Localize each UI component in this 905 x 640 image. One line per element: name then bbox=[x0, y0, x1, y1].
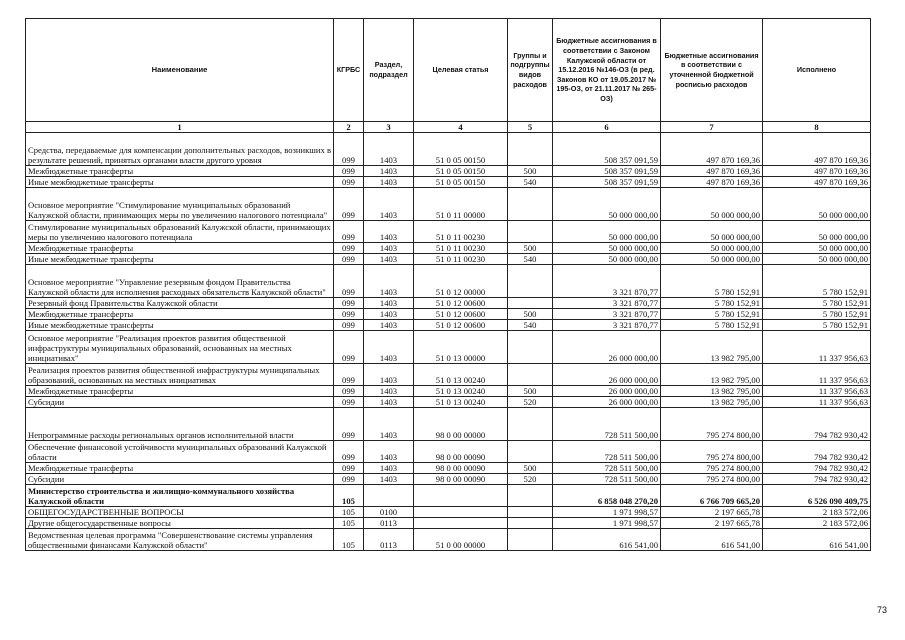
row-name-cell: Резервный фонд Правительства Калужской области bbox=[26, 298, 334, 309]
row-target-cell: 98 0 00 00090 bbox=[414, 463, 508, 474]
row-kgrbs-cell: 105 bbox=[334, 518, 364, 529]
row-name-cell: Непрограммные расходы региональных органов исполнительной власти bbox=[26, 408, 334, 441]
row-kgrbs-cell: 099 bbox=[334, 474, 364, 485]
row-name-cell: Основное мероприятие "Реализация проектов развития общественной инфраструктуры муниципальных образований, основанных на местных инициативах" bbox=[26, 331, 334, 364]
row-executed-cell: 794 782 930,42 bbox=[763, 441, 871, 463]
row-budget-law-cell: 3 321 870,77 bbox=[553, 298, 661, 309]
row-budget-refined-cell: 2 197 665,78 bbox=[661, 507, 763, 518]
row-target-cell bbox=[414, 518, 508, 529]
table-row bbox=[26, 463, 871, 474]
row-kgrbs-cell: 099 bbox=[334, 397, 364, 408]
row-executed-cell: 11 337 956,63 bbox=[763, 364, 871, 386]
row-name-cell: Иные межбюджетные трансферты bbox=[26, 254, 334, 265]
row-kgrbs-cell: 099 bbox=[334, 463, 364, 474]
row-budget-refined-cell: 795 274 800,00 bbox=[661, 463, 763, 474]
row-section-cell: 1403 bbox=[364, 265, 414, 298]
row-budget-law-cell: 50 000 000,00 bbox=[553, 188, 661, 221]
row-kgrbs-cell: 099 bbox=[334, 386, 364, 397]
row-group-cell: 500 bbox=[508, 166, 553, 177]
row-budget-refined-cell: 50 000 000,00 bbox=[661, 221, 763, 243]
row-budget-refined-cell: 50 000 000,00 bbox=[661, 243, 763, 254]
column-number: 3 bbox=[364, 122, 414, 133]
row-section-cell: 1403 bbox=[364, 320, 414, 331]
table-row bbox=[26, 441, 871, 463]
row-budget-law-cell: 728 511 500,00 bbox=[553, 441, 661, 463]
row-budget-refined-cell: 497 870 169,36 bbox=[661, 133, 763, 166]
row-budget-refined-cell: 13 982 795,00 bbox=[661, 364, 763, 386]
table-row bbox=[26, 507, 871, 518]
budget-table bbox=[25, 18, 871, 551]
row-name-cell: Стимулирование муниципальных образований Калужской области, принимающих меры по увеличению налогового потенциала bbox=[26, 221, 334, 243]
table-row bbox=[26, 166, 871, 177]
row-executed-cell: 6 526 090 409,75 bbox=[763, 485, 871, 507]
row-budget-refined-cell: 497 870 169,36 bbox=[661, 166, 763, 177]
table-row bbox=[26, 133, 871, 166]
row-executed-cell: 50 000 000,00 bbox=[763, 254, 871, 265]
column-number-row bbox=[26, 122, 871, 133]
row-target-cell: 51 0 00 00000 bbox=[414, 529, 508, 551]
row-kgrbs-cell: 099 bbox=[334, 243, 364, 254]
column-number: 6 bbox=[553, 122, 661, 133]
row-group-cell bbox=[508, 485, 553, 507]
row-kgrbs-cell: 105 bbox=[334, 485, 364, 507]
row-budget-law-cell: 728 511 500,00 bbox=[553, 474, 661, 485]
row-budget-law-cell: 728 511 500,00 bbox=[553, 463, 661, 474]
row-budget-refined-cell: 13 982 795,00 bbox=[661, 397, 763, 408]
column-number: 8 bbox=[763, 122, 871, 133]
row-kgrbs-cell: 105 bbox=[334, 507, 364, 518]
row-kgrbs-cell: 099 bbox=[334, 254, 364, 265]
table-row bbox=[26, 298, 871, 309]
row-group-cell: 520 bbox=[508, 474, 553, 485]
row-budget-law-cell: 508 357 091,59 bbox=[553, 177, 661, 188]
row-group-cell: 540 bbox=[508, 320, 553, 331]
row-executed-cell: 616 541,00 bbox=[763, 529, 871, 551]
row-section-cell: 1403 bbox=[364, 177, 414, 188]
row-kgrbs-cell: 099 bbox=[334, 309, 364, 320]
row-executed-cell: 11 337 956,63 bbox=[763, 331, 871, 364]
row-budget-law-cell: 3 321 870,77 bbox=[553, 320, 661, 331]
row-section-cell: 0113 bbox=[364, 518, 414, 529]
row-target-cell: 51 0 05 00150 bbox=[414, 166, 508, 177]
row-section-cell: 1403 bbox=[364, 166, 414, 177]
row-target-cell: 51 0 12 00600 bbox=[414, 320, 508, 331]
row-target-cell: 51 0 13 00240 bbox=[414, 397, 508, 408]
row-group-cell bbox=[508, 298, 553, 309]
row-group-cell: 540 bbox=[508, 177, 553, 188]
row-section-cell: 1403 bbox=[364, 474, 414, 485]
row-section-cell: 1403 bbox=[364, 331, 414, 364]
row-target-cell bbox=[414, 485, 508, 507]
row-group-cell bbox=[508, 441, 553, 463]
row-budget-refined-cell: 795 274 800,00 bbox=[661, 441, 763, 463]
row-name-cell: Межбюджетные трансферты bbox=[26, 243, 334, 254]
row-group-cell bbox=[508, 529, 553, 551]
header-section: Раздел, подраздел bbox=[364, 19, 414, 122]
row-section-cell: 1403 bbox=[364, 221, 414, 243]
row-budget-law-cell: 26 000 000,00 bbox=[553, 364, 661, 386]
table-row bbox=[26, 331, 871, 364]
row-name-cell: Обеспечение финансовой устойчивости муниципальных образований Калужской области bbox=[26, 441, 334, 463]
row-target-cell: 51 0 11 00230 bbox=[414, 221, 508, 243]
row-target-cell: 98 0 00 00090 bbox=[414, 441, 508, 463]
row-executed-cell: 5 780 152,91 bbox=[763, 298, 871, 309]
row-budget-law-cell: 728 511 500,00 bbox=[553, 408, 661, 441]
row-section-cell: 1403 bbox=[364, 364, 414, 386]
row-budget-refined-cell: 5 780 152,91 bbox=[661, 309, 763, 320]
row-group-cell bbox=[508, 408, 553, 441]
row-executed-cell: 2 183 572,06 bbox=[763, 518, 871, 529]
row-target-cell: 51 0 13 00240 bbox=[414, 364, 508, 386]
header-budget-law: Бюджетные ассигнования в соответствии с Законом Калужской области от 15.12.2016 №146-ОЗ (в ред. Законов КО от 19.05.2017 № 195-ОЗ, от 21.11.2017 № 265-ОЗ) bbox=[553, 19, 661, 122]
row-executed-cell: 5 780 152,91 bbox=[763, 320, 871, 331]
column-number: 1 bbox=[26, 122, 334, 133]
row-group-cell bbox=[508, 188, 553, 221]
row-section-cell: 1403 bbox=[364, 243, 414, 254]
row-executed-cell: 11 337 956,63 bbox=[763, 397, 871, 408]
row-group-cell bbox=[508, 518, 553, 529]
table-row bbox=[26, 188, 871, 221]
table-row bbox=[26, 265, 871, 298]
column-number: 4 bbox=[414, 122, 508, 133]
row-budget-law-cell: 616 541,00 bbox=[553, 529, 661, 551]
row-group-cell: 500 bbox=[508, 309, 553, 320]
row-target-cell: 51 0 05 00150 bbox=[414, 177, 508, 188]
row-name-cell: Другие общегосударственные вопросы bbox=[26, 518, 334, 529]
row-name-cell: Основное мероприятие "Стимулирование муниципальных образований Калужской области, принимающих меры по увеличению налогового потенциала" bbox=[26, 188, 334, 221]
table-row bbox=[26, 386, 871, 397]
table-row bbox=[26, 254, 871, 265]
row-executed-cell: 50 000 000,00 bbox=[763, 188, 871, 221]
row-budget-law-cell: 3 321 870,77 bbox=[553, 265, 661, 298]
row-budget-law-cell: 26 000 000,00 bbox=[553, 386, 661, 397]
row-executed-cell: 794 782 930,42 bbox=[763, 408, 871, 441]
row-executed-cell: 2 183 572,06 bbox=[763, 507, 871, 518]
row-target-cell: 51 0 11 00230 bbox=[414, 243, 508, 254]
row-target-cell: 51 0 12 00600 bbox=[414, 298, 508, 309]
row-target-cell: 98 0 00 00090 bbox=[414, 474, 508, 485]
row-budget-refined-cell: 5 780 152,91 bbox=[661, 298, 763, 309]
table-row bbox=[26, 364, 871, 386]
row-group-cell: 500 bbox=[508, 243, 553, 254]
row-name-cell: Министерство строительства и жилищно-коммунального хозяйства Калужской области bbox=[26, 485, 334, 507]
row-budget-law-cell: 508 357 091,59 bbox=[553, 166, 661, 177]
row-budget-law-cell: 50 000 000,00 bbox=[553, 254, 661, 265]
row-section-cell: 1403 bbox=[364, 133, 414, 166]
row-executed-cell: 794 782 930,42 bbox=[763, 474, 871, 485]
row-budget-refined-cell: 13 982 795,00 bbox=[661, 331, 763, 364]
row-section-cell: 1403 bbox=[364, 386, 414, 397]
row-budget-law-cell: 26 000 000,00 bbox=[553, 331, 661, 364]
row-executed-cell: 5 780 152,91 bbox=[763, 309, 871, 320]
row-executed-cell: 497 870 169,36 bbox=[763, 166, 871, 177]
row-budget-refined-cell: 795 274 800,00 bbox=[661, 474, 763, 485]
table-body bbox=[26, 122, 871, 551]
row-group-cell bbox=[508, 133, 553, 166]
row-executed-cell: 50 000 000,00 bbox=[763, 221, 871, 243]
row-target-cell: 51 0 12 00000 bbox=[414, 265, 508, 298]
row-name-cell: Ведомственная целевая программа "Совершенствование системы управления общественными финансами Калужской области" bbox=[26, 529, 334, 551]
row-executed-cell: 5 780 152,91 bbox=[763, 265, 871, 298]
row-target-cell: 51 0 13 00000 bbox=[414, 331, 508, 364]
row-executed-cell: 497 870 169,36 bbox=[763, 177, 871, 188]
row-kgrbs-cell: 099 bbox=[334, 408, 364, 441]
table-row bbox=[26, 309, 871, 320]
row-budget-refined-cell: 616 541,00 bbox=[661, 529, 763, 551]
row-budget-refined-cell: 50 000 000,00 bbox=[661, 254, 763, 265]
row-section-cell: 1403 bbox=[364, 254, 414, 265]
row-kgrbs-cell: 099 bbox=[334, 221, 364, 243]
column-number: 7 bbox=[661, 122, 763, 133]
budget-table-sheet bbox=[25, 18, 870, 551]
row-group-cell bbox=[508, 364, 553, 386]
row-budget-refined-cell: 497 870 169,36 bbox=[661, 177, 763, 188]
row-group-cell bbox=[508, 507, 553, 518]
row-kgrbs-cell: 099 bbox=[334, 298, 364, 309]
table-row bbox=[26, 320, 871, 331]
row-name-cell: Межбюджетные трансферты bbox=[26, 386, 334, 397]
row-budget-refined-cell: 5 780 152,91 bbox=[661, 320, 763, 331]
row-budget-refined-cell: 6 766 709 665,20 bbox=[661, 485, 763, 507]
table-row bbox=[26, 518, 871, 529]
row-section-cell: 1403 bbox=[364, 298, 414, 309]
row-group-cell bbox=[508, 221, 553, 243]
row-name-cell: Основное мероприятие "Управление резервным фондом Правительства Калужской области для исполнения расходных обязательств Калужской области" bbox=[26, 265, 334, 298]
row-name-cell: Иные межбюджетные трансферты bbox=[26, 177, 334, 188]
row-executed-cell: 794 782 930,42 bbox=[763, 463, 871, 474]
row-target-cell bbox=[414, 507, 508, 518]
header-kgrbs: КГРБС bbox=[334, 19, 364, 122]
row-budget-law-cell: 50 000 000,00 bbox=[553, 221, 661, 243]
column-number: 2 bbox=[334, 122, 364, 133]
row-kgrbs-cell: 099 bbox=[334, 166, 364, 177]
row-target-cell: 98 0 00 00000 bbox=[414, 408, 508, 441]
row-name-cell: Субсидии bbox=[26, 474, 334, 485]
row-section-cell: 1403 bbox=[364, 408, 414, 441]
row-section-cell: 1403 bbox=[364, 397, 414, 408]
row-kgrbs-cell: 099 bbox=[334, 364, 364, 386]
row-group-cell: 520 bbox=[508, 397, 553, 408]
row-section-cell: 1403 bbox=[364, 188, 414, 221]
row-target-cell: 51 0 11 00230 bbox=[414, 254, 508, 265]
row-kgrbs-cell: 099 bbox=[334, 441, 364, 463]
header-budget-refined: Бюджетные ассигнования в соответствии с уточненной бюджетной росписью расходов bbox=[661, 19, 763, 122]
row-kgrbs-cell: 099 bbox=[334, 177, 364, 188]
row-executed-cell: 11 337 956,63 bbox=[763, 386, 871, 397]
row-name-cell: Межбюджетные трансферты bbox=[26, 463, 334, 474]
row-kgrbs-cell: 099 bbox=[334, 265, 364, 298]
column-number: 5 bbox=[508, 122, 553, 133]
row-budget-law-cell: 50 000 000,00 bbox=[553, 243, 661, 254]
row-executed-cell: 497 870 169,36 bbox=[763, 133, 871, 166]
table-row bbox=[26, 485, 871, 507]
row-section-cell: 1403 bbox=[364, 309, 414, 320]
row-budget-law-cell: 26 000 000,00 bbox=[553, 397, 661, 408]
row-budget-law-cell: 3 321 870,77 bbox=[553, 309, 661, 320]
row-kgrbs-cell: 099 bbox=[334, 320, 364, 331]
header-group: Группы и подгруппы видов расходов bbox=[508, 19, 553, 122]
row-budget-refined-cell: 2 197 665,78 bbox=[661, 518, 763, 529]
row-budget-refined-cell: 795 274 800,00 bbox=[661, 408, 763, 441]
row-kgrbs-cell: 099 bbox=[334, 133, 364, 166]
row-name-cell: Иные межбюджетные трансферты bbox=[26, 320, 334, 331]
row-kgrbs-cell: 099 bbox=[334, 188, 364, 221]
row-section-cell: 0100 bbox=[364, 507, 414, 518]
row-section-cell: 1403 bbox=[364, 441, 414, 463]
header-name: Наименование bbox=[26, 19, 334, 122]
row-name-cell: Межбюджетные трансферты bbox=[26, 309, 334, 320]
row-group-cell bbox=[508, 265, 553, 298]
row-target-cell: 51 0 13 00240 bbox=[414, 386, 508, 397]
row-budget-law-cell: 6 858 048 270,20 bbox=[553, 485, 661, 507]
row-name-cell: Средства, передаваемые для компенсации дополнительных расходов, возникших в результате решений, принятых органами власти другого уровня bbox=[26, 133, 334, 166]
row-budget-refined-cell: 13 982 795,00 bbox=[661, 386, 763, 397]
row-group-cell: 500 bbox=[508, 386, 553, 397]
row-budget-law-cell: 508 357 091,59 bbox=[553, 133, 661, 166]
row-section-cell: 0113 bbox=[364, 529, 414, 551]
page-number: 73 bbox=[876, 605, 887, 615]
header-executed: Исполнено bbox=[763, 19, 871, 122]
row-section-cell: 1403 bbox=[364, 463, 414, 474]
row-name-cell: Межбюджетные трансферты bbox=[26, 166, 334, 177]
row-budget-refined-cell: 50 000 000,00 bbox=[661, 188, 763, 221]
row-name-cell: Реализация проектов развития общественной инфраструктуры муниципальных образований, основанных на местных инициативах bbox=[26, 364, 334, 386]
row-group-cell: 540 bbox=[508, 254, 553, 265]
table-row bbox=[26, 397, 871, 408]
row-section-cell bbox=[364, 485, 414, 507]
header-target: Целевая статья bbox=[414, 19, 508, 122]
row-group-cell: 500 bbox=[508, 463, 553, 474]
row-budget-law-cell: 1 971 998,57 bbox=[553, 507, 661, 518]
row-kgrbs-cell: 105 bbox=[334, 529, 364, 551]
row-group-cell bbox=[508, 331, 553, 364]
table-header-row bbox=[26, 19, 871, 122]
table-row bbox=[26, 408, 871, 441]
row-target-cell: 51 0 05 00150 bbox=[414, 133, 508, 166]
row-name-cell: ОБЩЕГОСУДАРСТВЕННЫЕ ВОПРОСЫ bbox=[26, 507, 334, 518]
row-name-cell: Субсидии bbox=[26, 397, 334, 408]
table-row bbox=[26, 221, 871, 243]
row-kgrbs-cell: 099 bbox=[334, 331, 364, 364]
row-budget-refined-cell: 5 780 152,91 bbox=[661, 265, 763, 298]
table-row bbox=[26, 243, 871, 254]
table-row bbox=[26, 529, 871, 551]
row-executed-cell: 50 000 000,00 bbox=[763, 243, 871, 254]
table-row bbox=[26, 474, 871, 485]
row-budget-law-cell: 1 971 998,57 bbox=[553, 518, 661, 529]
table-row bbox=[26, 177, 871, 188]
row-target-cell: 51 0 12 00600 bbox=[414, 309, 508, 320]
row-target-cell: 51 0 11 00000 bbox=[414, 188, 508, 221]
